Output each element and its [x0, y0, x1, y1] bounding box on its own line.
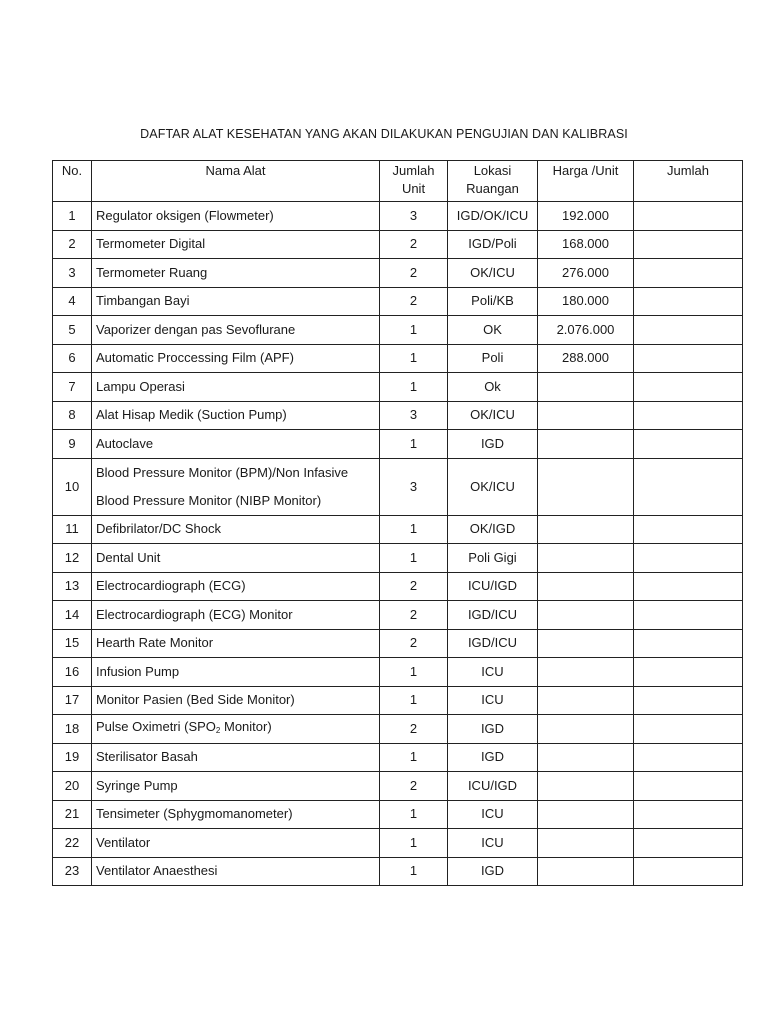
cell-no: 1	[53, 202, 92, 231]
cell-name-subscript: 2	[215, 725, 221, 735]
table-row	[53, 629, 743, 658]
cell-price	[538, 772, 634, 801]
table-row	[53, 686, 743, 715]
cell-qty: 2	[380, 230, 448, 259]
cell-total	[634, 829, 743, 858]
cell-name: Dental Unit	[92, 544, 380, 573]
cell-qty: 1	[380, 658, 448, 687]
cell-price	[538, 544, 634, 573]
cell-price	[538, 572, 634, 601]
cell-qty: 1	[380, 373, 448, 402]
cell-total	[634, 373, 743, 402]
cell-total	[634, 658, 743, 687]
header-no: No.	[53, 161, 92, 202]
cell-location: Poli	[448, 344, 538, 373]
table-row	[53, 601, 743, 630]
cell-total	[634, 259, 743, 288]
header-name: Nama Alat	[92, 161, 380, 202]
equipment-table	[52, 160, 743, 886]
cell-price: 288.000	[538, 344, 634, 373]
cell-price	[538, 829, 634, 858]
cell-qty: 2	[380, 259, 448, 288]
cell-price	[538, 401, 634, 430]
cell-name: Sterilisator Basah	[92, 743, 380, 772]
cell-name-line2: Blood Pressure Monitor (NIBP Monitor)	[96, 492, 322, 508]
cell-no: 11	[53, 515, 92, 544]
cell-name: Timbangan Bayi	[92, 287, 380, 316]
cell-name	[92, 458, 380, 515]
cell-total	[634, 743, 743, 772]
cell-location: ICU	[448, 829, 538, 858]
cell-location: IGD	[448, 857, 538, 886]
cell-qty: 2	[380, 772, 448, 801]
table-row	[53, 259, 743, 288]
cell-price	[538, 458, 634, 515]
cell-location: IGD/OK/ICU	[448, 202, 538, 231]
cell-no: 19	[53, 743, 92, 772]
cell-name: Regulator oksigen (Flowmeter)	[92, 202, 380, 231]
cell-price	[538, 373, 634, 402]
cell-name	[92, 715, 380, 744]
header-location	[448, 161, 538, 202]
cell-location: IGD/ICU	[448, 629, 538, 658]
cell-location: Poli Gigi	[448, 544, 538, 573]
cell-name: Ventilator Anaesthesi	[92, 857, 380, 886]
cell-name: Hearth Rate Monitor	[92, 629, 380, 658]
cell-name: Syringe Pump	[92, 772, 380, 801]
cell-no: 23	[53, 857, 92, 886]
cell-qty: 3	[380, 202, 448, 231]
cell-qty: 1	[380, 800, 448, 829]
table-row	[53, 772, 743, 801]
cell-location: OK	[448, 316, 538, 345]
cell-price: 276.000	[538, 259, 634, 288]
cell-no: 3	[53, 259, 92, 288]
cell-location: Ok	[448, 373, 538, 402]
cell-no: 18	[53, 715, 92, 744]
cell-no: 22	[53, 829, 92, 858]
document-title: DAFTAR ALAT KESEHATAN YANG AKAN DILAKUKAN PENGUJIAN DAN KALIBRASI	[140, 127, 628, 141]
cell-location: ICU	[448, 686, 538, 715]
cell-no: 4	[53, 287, 92, 316]
header-total: Jumlah	[634, 161, 743, 202]
cell-name: Ventilator	[92, 829, 380, 858]
table-row	[53, 544, 743, 573]
table-row	[53, 458, 743, 515]
cell-location: ICU	[448, 658, 538, 687]
cell-total	[634, 458, 743, 515]
cell-total	[634, 686, 743, 715]
cell-qty: 1	[380, 316, 448, 345]
cell-location: IGD	[448, 715, 538, 744]
cell-qty: 2	[380, 629, 448, 658]
cell-location: IGD/Poli	[448, 230, 538, 259]
cell-no: 20	[53, 772, 92, 801]
cell-location: IGD/ICU	[448, 601, 538, 630]
cell-location: ICU/IGD	[448, 572, 538, 601]
cell-location: OK/ICU	[448, 259, 538, 288]
cell-no: 12	[53, 544, 92, 573]
cell-name: Autoclave	[92, 430, 380, 459]
cell-qty: 3	[380, 401, 448, 430]
cell-qty: 1	[380, 344, 448, 373]
cell-price	[538, 629, 634, 658]
cell-no: 13	[53, 572, 92, 601]
cell-total	[634, 430, 743, 459]
cell-no: 9	[53, 430, 92, 459]
cell-no: 5	[53, 316, 92, 345]
table-row	[53, 316, 743, 345]
cell-location: Poli/KB	[448, 287, 538, 316]
cell-total	[634, 800, 743, 829]
cell-name: Automatic Proccessing Film (APF)	[92, 344, 380, 373]
cell-no: 15	[53, 629, 92, 658]
cell-total	[634, 601, 743, 630]
cell-total	[634, 316, 743, 345]
table-row	[53, 430, 743, 459]
cell-price	[538, 743, 634, 772]
cell-price: 2.076.000	[538, 316, 634, 345]
cell-no: 10	[53, 458, 92, 515]
cell-total	[634, 287, 743, 316]
cell-total	[634, 344, 743, 373]
cell-total	[634, 715, 743, 744]
cell-location: OK/ICU	[448, 401, 538, 430]
table-row	[53, 373, 743, 402]
cell-no: 17	[53, 686, 92, 715]
cell-name: Defibrilator/DC Shock	[92, 515, 380, 544]
cell-total	[634, 401, 743, 430]
cell-qty: 1	[380, 544, 448, 573]
cell-price	[538, 658, 634, 687]
table-row	[53, 715, 743, 744]
cell-name-line1: Blood Pressure Monitor (BPM)/Non Infasive	[96, 464, 349, 480]
cell-price	[538, 430, 634, 459]
cell-price	[538, 857, 634, 886]
cell-name: Vaporizer dengan pas Sevoflurane	[92, 316, 380, 345]
cell-location: IGD	[448, 430, 538, 459]
cell-price	[538, 686, 634, 715]
cell-qty: 2	[380, 715, 448, 744]
cell-qty: 1	[380, 857, 448, 886]
table-row	[53, 572, 743, 601]
table-row	[53, 230, 743, 259]
cell-total	[634, 230, 743, 259]
cell-name: Electrocardiograph (ECG)	[92, 572, 380, 601]
cell-qty: 2	[380, 572, 448, 601]
cell-name: Alat Hisap Medik (Suction Pump)	[92, 401, 380, 430]
cell-price	[538, 800, 634, 829]
cell-total	[634, 857, 743, 886]
cell-qty: 1	[380, 743, 448, 772]
table-row	[53, 344, 743, 373]
cell-price	[538, 515, 634, 544]
cell-total	[634, 202, 743, 231]
cell-qty: 2	[380, 287, 448, 316]
cell-total	[634, 515, 743, 544]
table-row	[53, 800, 743, 829]
cell-price	[538, 601, 634, 630]
cell-location: ICU	[448, 800, 538, 829]
cell-qty: 1	[380, 515, 448, 544]
cell-total	[634, 544, 743, 573]
cell-location: ICU/IGD	[448, 772, 538, 801]
cell-qty: 1	[380, 686, 448, 715]
cell-no: 7	[53, 373, 92, 402]
cell-location: IGD	[448, 743, 538, 772]
cell-no: 14	[53, 601, 92, 630]
cell-name: Termometer Ruang	[92, 259, 380, 288]
table-row	[53, 401, 743, 430]
cell-total	[634, 629, 743, 658]
cell-price: 168.000	[538, 230, 634, 259]
cell-name: Electrocardiograph (ECG) Monitor	[92, 601, 380, 630]
cell-name: Monitor Pasien (Bed Side Monitor)	[92, 686, 380, 715]
cell-no: 16	[53, 658, 92, 687]
cell-name-suffix: Monitor)	[220, 718, 272, 734]
cell-qty: 1	[380, 430, 448, 459]
header-qty-line2: Unit	[401, 181, 426, 196]
header-loc-line2: Ruangan	[466, 181, 519, 196]
table-row	[53, 202, 743, 231]
table-row	[53, 829, 743, 858]
cell-total	[634, 772, 743, 801]
table-header-row	[53, 161, 743, 202]
cell-qty: 3	[380, 458, 448, 515]
cell-price	[538, 715, 634, 744]
cell-name: Termometer Digital	[92, 230, 380, 259]
cell-name-prefix: Pulse Oximetri (SPO	[96, 718, 216, 734]
cell-no: 8	[53, 401, 92, 430]
cell-name: Lampu Operasi	[92, 373, 380, 402]
cell-price: 180.000	[538, 287, 634, 316]
cell-price: 192.000	[538, 202, 634, 231]
cell-name: Tensimeter (Sphygmomanometer)	[92, 800, 380, 829]
header-qty-line1: Jumlah	[392, 163, 435, 178]
cell-location: OK/ICU	[448, 458, 538, 515]
cell-location: OK/IGD	[448, 515, 538, 544]
cell-total	[634, 572, 743, 601]
cell-no: 21	[53, 800, 92, 829]
cell-no: 2	[53, 230, 92, 259]
cell-name: Infusion Pump	[92, 658, 380, 687]
cell-no: 6	[53, 344, 92, 373]
table-row	[53, 287, 743, 316]
header-qty	[380, 161, 448, 202]
cell-qty: 1	[380, 829, 448, 858]
table-row	[53, 857, 743, 886]
header-price: Harga /Unit	[538, 161, 634, 202]
table-row	[53, 743, 743, 772]
table-row	[53, 658, 743, 687]
cell-qty: 2	[380, 601, 448, 630]
header-loc-line1: Lokasi	[473, 163, 512, 178]
table-row	[53, 515, 743, 544]
